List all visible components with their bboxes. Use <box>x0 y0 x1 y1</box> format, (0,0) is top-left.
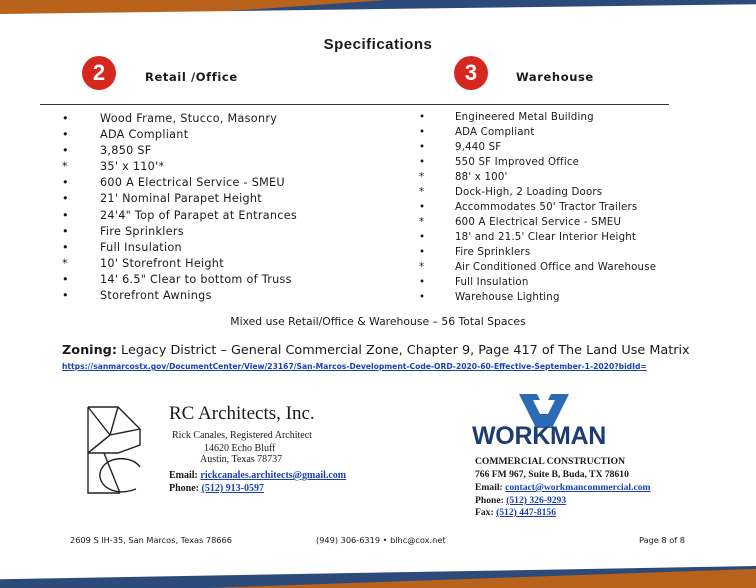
workman-email-row <box>475 482 651 493</box>
spec-list-item <box>62 127 297 143</box>
spec-list-item <box>62 224 297 240</box>
zoning-text: Legacy District – General Commercial Zone, Chapter 9, Page 417 of The Land Use Matrix <box>116 343 690 358</box>
spec-list-item <box>62 256 297 272</box>
spec-list-item <box>62 191 297 207</box>
spec-list-item <box>62 159 297 175</box>
spec-item-text: Accommodates 50' Tractor Trailers <box>455 202 638 213</box>
page-title: Specifications <box>323 36 433 53</box>
spec-list-item <box>62 143 297 159</box>
rc-email-label: Email: <box>169 470 201 481</box>
rc-phone-link[interactable]: (512) 913-0597 <box>201 483 264 494</box>
list-bullet: • <box>62 224 69 238</box>
spec-list-item <box>62 175 297 191</box>
spec-list-item <box>419 230 656 245</box>
warehouse-spec-list <box>419 110 656 305</box>
zoning-statement <box>62 343 690 358</box>
list-bullet: • <box>62 272 69 286</box>
section-heading-warehouse: Warehouse <box>516 70 594 84</box>
spec-list-item <box>419 155 656 170</box>
list-bullet: • <box>419 157 426 168</box>
list-bullet: • <box>419 112 426 123</box>
spec-item-text: Engineered Metal Building <box>455 112 594 123</box>
spec-list-item <box>419 170 656 185</box>
list-bullet: * <box>419 262 425 273</box>
spec-list-item <box>419 110 656 125</box>
spec-list-item <box>419 245 656 260</box>
spec-item-text: 9,440 SF <box>455 142 502 153</box>
list-bullet: • <box>62 289 69 303</box>
section-heading-retail: Retail /Office <box>145 70 238 84</box>
list-bullet: • <box>419 127 426 138</box>
list-bullet: • <box>62 208 69 222</box>
spec-item-text: Full Insulation <box>100 240 182 254</box>
workman-phone-link[interactable]: (512) 326-9293 <box>506 495 567 506</box>
spec-item-text: 24'4" Top of Parapet at Entrances <box>100 208 298 222</box>
zoning-label: Zoning: <box>62 343 117 358</box>
list-bullet: • <box>419 292 426 303</box>
spec-list-item <box>419 275 656 290</box>
spec-item-text: 35' x 110'* <box>100 160 165 174</box>
workman-phone-label: Phone: <box>475 495 507 506</box>
workman-fax-label: Fax: <box>475 507 497 518</box>
spec-item-text: 88' x 100' <box>455 172 508 183</box>
retail-spec-list <box>62 111 297 304</box>
list-bullet: • <box>419 247 426 258</box>
spec-item-text: 10' Storefront Height <box>100 256 224 270</box>
spec-list-item <box>419 125 656 140</box>
spec-list-item <box>419 215 656 230</box>
spec-list-item <box>419 140 656 155</box>
footer-page-number: Page 8 of 8 <box>639 535 685 545</box>
workman-phone-row <box>475 495 566 506</box>
rc-architects-logo <box>80 405 148 497</box>
spec-item-text: 600 A Electrical Service - SMEU <box>455 217 622 228</box>
list-bullet: * <box>419 187 425 198</box>
list-bullet: * <box>62 256 68 270</box>
footer-address: 2609 S IH-35, San Marcos, Texas 78666 <box>70 535 232 545</box>
list-bullet: • <box>419 232 426 243</box>
spec-list-item <box>62 208 297 224</box>
list-bullet: • <box>62 176 69 190</box>
spec-item-text: 550 SF Improved Office <box>455 157 580 168</box>
list-bullet: * <box>62 160 68 174</box>
zoning-document-link[interactable]: https://sanmarcostx.gov/DocumentCenter/View/23167/San-Marcos-Development-Code-ORD-2020-60-Effective-September-1-2020?bidId= <box>62 362 647 371</box>
bottom-decorative-band <box>0 566 756 588</box>
spec-item-text: 3,850 SF <box>100 144 152 158</box>
spec-list-item <box>62 111 297 127</box>
rc-email-link[interactable]: rickcanales.architects@gmail.com <box>200 470 347 481</box>
workman-fax-row <box>475 507 556 518</box>
list-bullet: • <box>419 142 426 153</box>
spec-item-text: ADA Compliant <box>455 127 535 138</box>
rc-company-name: RC Architects, Inc. <box>169 403 315 424</box>
rc-email-row <box>169 470 346 481</box>
list-bullet: * <box>419 172 425 183</box>
section-number-badge-retail: 2 <box>82 56 116 90</box>
spec-item-text: Wood Frame, Stucco, Masonry <box>100 112 278 125</box>
spec-list-item <box>419 290 656 305</box>
spec-list-item <box>419 185 656 200</box>
spec-item-text: 600 A Electrical Service - SMEU <box>100 176 285 190</box>
spec-list-item <box>62 288 297 304</box>
parking-summary: Mixed use Retail/Office & Warehouse – 56 Total Spaces <box>230 315 526 328</box>
spec-item-text: Storefront Awnings <box>100 289 212 303</box>
rc-phone-row <box>169 483 264 494</box>
spec-list-item <box>419 200 656 215</box>
spec-item-text: 14' 6.5" Clear to bottom of Truss <box>100 272 292 286</box>
list-bullet: • <box>419 202 426 213</box>
spec-list-item <box>62 240 297 256</box>
list-bullet: • <box>62 240 69 254</box>
rc-city: Austin, Texas 78737 <box>200 454 283 465</box>
section-divider <box>40 104 669 105</box>
spec-item-text: ADA Compliant <box>100 128 189 142</box>
workman-email-label: Email: <box>475 482 506 493</box>
spec-item-text: Full Insulation <box>455 277 529 288</box>
section-number-badge-warehouse: 3 <box>454 56 488 90</box>
rc-street: 14620 Echo Bluff <box>204 443 276 454</box>
spec-item-text: Dock-High, 2 Loading Doors <box>455 187 603 198</box>
spec-item-text: Fire Sprinklers <box>455 247 531 258</box>
list-bullet: • <box>62 112 69 125</box>
list-bullet: • <box>62 144 69 158</box>
spec-item-text: Fire Sprinklers <box>100 224 184 238</box>
footer-contact: (949) 306-6319 • blhc@cox.net <box>316 535 446 545</box>
workman-wordmark: WORKMAN <box>472 422 606 450</box>
spec-item-text: Warehouse Lighting <box>455 292 560 303</box>
rc-architect-name: Rick Canales, Registered Architect <box>172 430 312 441</box>
spec-item-text: 21' Nominal Parapet Height <box>100 192 262 206</box>
top-decorative-band <box>0 0 756 14</box>
workman-fax-link[interactable]: (512) 447-8156 <box>496 507 557 518</box>
list-bullet: • <box>62 192 69 206</box>
spec-list-item <box>62 272 297 288</box>
spec-item-text: 18' and 21.5' Clear Interior Height <box>455 232 637 243</box>
workman-company-name: COMMERCIAL CONSTRUCTION <box>475 456 626 467</box>
rc-phone-label: Phone: <box>169 483 202 494</box>
spec-list-item <box>419 260 656 275</box>
spec-item-text: Air Conditioned Office and Warehouse <box>455 262 657 273</box>
list-bullet: • <box>62 128 69 142</box>
workman-address: 766 FM 967, Suite B, Buda, TX 78610 <box>475 469 629 480</box>
list-bullet: * <box>419 217 425 228</box>
workman-email-link[interactable]: contact@workmancommercial.com <box>505 482 651 493</box>
list-bullet: • <box>419 277 426 288</box>
